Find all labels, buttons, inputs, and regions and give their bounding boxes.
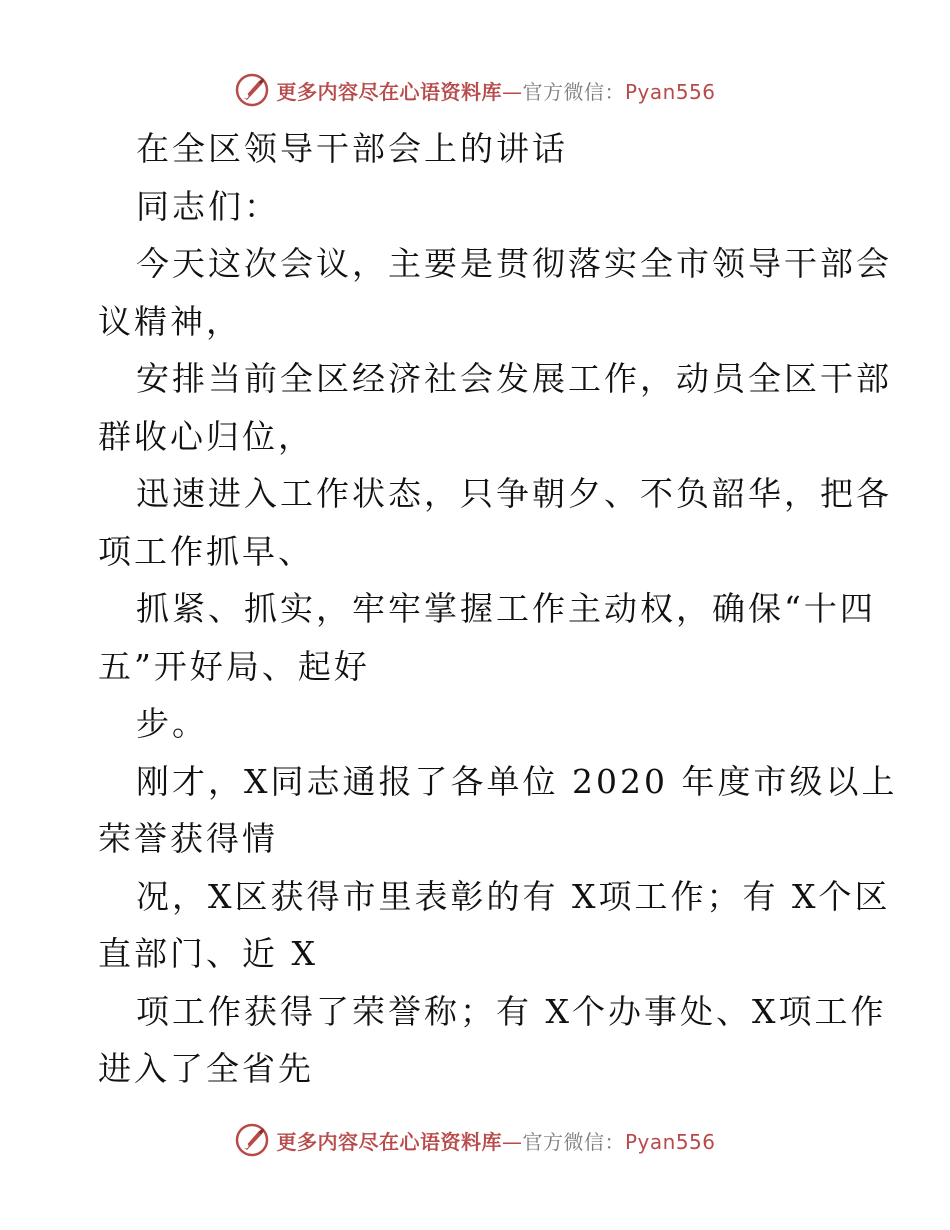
footer-banner xyxy=(0,1118,950,1162)
body-line: 刚才，X同志通报了各单位 2020 年度市级以上 xyxy=(136,761,898,801)
body-line: 荣誉获得情 xyxy=(98,819,278,858)
header-banner xyxy=(0,68,950,112)
body-line: 安排当前全区经济社会发展工作，动员全区干部 xyxy=(136,359,892,398)
quill-pen-logo-icon xyxy=(234,1122,270,1158)
banner-text xyxy=(276,76,715,105)
salutation: 同志们： xyxy=(136,186,280,226)
body-line: 今天这次会议，主要是贯彻落实全市领导干部会 xyxy=(136,244,892,283)
banner-wechat-id: Pyan556 xyxy=(624,1129,716,1154)
document-body xyxy=(98,120,898,1098)
body-line: 直部门、近 X xyxy=(98,934,318,973)
body-line: 进入了全省先 xyxy=(98,1049,314,1088)
body-line: 五”开好局、起好 xyxy=(98,646,370,686)
body-line: 议精神， xyxy=(98,301,242,341)
body-line: 项工作抓早、 xyxy=(98,531,314,571)
banner-official-label: 官方微信： xyxy=(522,79,625,104)
document-title: 在全区领导干部会上的讲话 xyxy=(136,129,568,168)
banner-wechat-id: Pyan556 xyxy=(624,79,716,104)
body-line: 抓紧、抓实，牢牢掌握工作主动权，确保“十四 xyxy=(136,589,876,628)
body-line: 迅速进入工作状态，只争朝夕、不负韶华，把各 xyxy=(136,474,892,513)
body-line: 项工作获得了荣誉称；有 X个办事处、X项工作 xyxy=(136,991,887,1031)
banner-site-text: 更多内容尽在心语资料库 xyxy=(276,79,502,104)
banner-dash: — xyxy=(501,79,523,104)
quill-pen-logo-icon xyxy=(234,72,270,108)
banner-text xyxy=(276,1126,715,1155)
body-line: 群收心归位， xyxy=(98,416,314,456)
banner-dash: — xyxy=(501,1129,523,1154)
banner-site-text: 更多内容尽在心语资料库 xyxy=(276,1129,502,1154)
banner-official-label: 官方微信： xyxy=(522,1129,625,1154)
body-line: 况，X区获得市里表彰的有 X项工作；有 X个区 xyxy=(136,876,891,916)
body-line: 步。 xyxy=(136,704,208,743)
